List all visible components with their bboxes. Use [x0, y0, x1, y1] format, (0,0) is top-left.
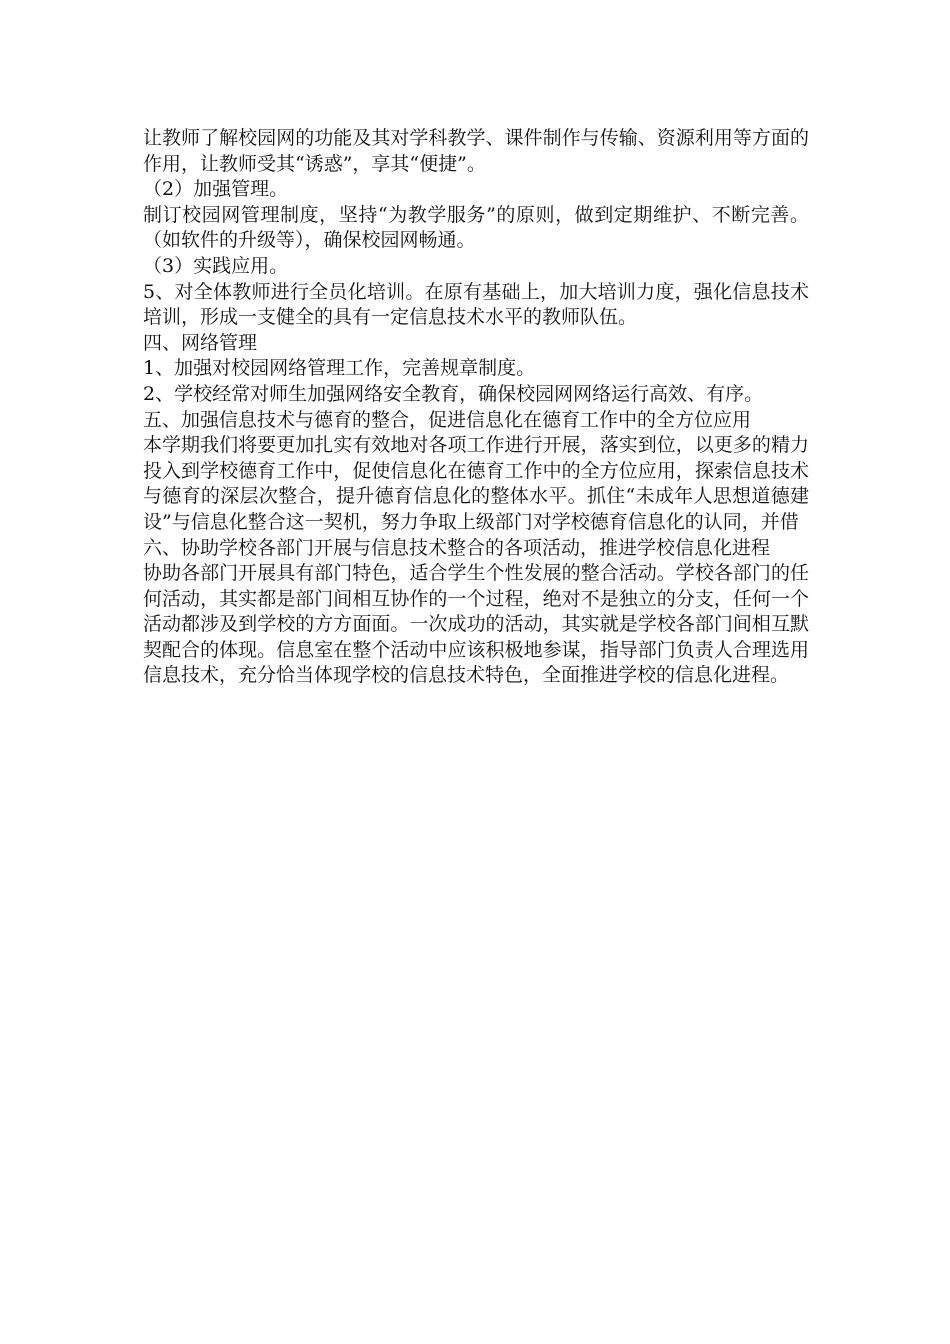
- heading-practical-application: （3）实践应用。: [143, 254, 289, 277]
- heading-network-management: 四、网络管理: [143, 331, 258, 354]
- paragraph-teacher-training: 5、对全体教师进行全员化培训。在原有基础上，加大培训力度，强化信息技术培训，形成一支健全的具有一定信息技术水平的教师队伍。: [143, 280, 809, 329]
- heading-strengthen-management: （2）加强管理。: [143, 178, 289, 201]
- heading-moral-education-integration: 五、加强信息技术与德育的整合，促进信息化在德育工作中的全方位应用: [143, 408, 752, 431]
- paragraph-moral-education: 本学期我们将要更加扎实有效地对各项工作进行开展，落实到位，以更多的精力投入到学校德育工作中，促使信息化在德育工作中的全方位应用，探索信息技术与德育的深层次整合，提升德育信息化的整体水平。抓住“未成年人思想道德建设”与信息化整合这一契机，努力争取上级部门对学校德育信息化的认同，并借: [143, 434, 809, 533]
- paragraph-network-rules: 1、加强对校园网络管理工作，完善规章制度。: [143, 357, 536, 380]
- paragraph-management-rules: 制订校园网管理制度，坚持“为教学服务”的原则，做到定期维护、不断完善。（如软件的升级等），确保校园网畅通。: [143, 203, 809, 252]
- document-body: [143, 126, 809, 689]
- paragraph-department-activities: 协助各部门开展具有部门特色，适合学生个性发展的整合活动。学校各部门的任何活动，其实都是部门间相互协作的一个过程，绝对不是独立的分支，任何一个活动都涉及到学校的方方面面。一次成功的活动，其实就是学校各部门间相互默契配合的体现。信息室在整个活动中应该积极地参谋，指导部门负责人合理选用信息技术，充分恰当体现学校的信息技术特色，全面推进学校的信息化进程。: [143, 562, 809, 687]
- paragraph-network-safety: 2、学校经常对师生加强网络安全教育，确保校园网网络运行高效、有序。: [143, 382, 764, 405]
- heading-department-cooperation: 六、协助学校各部门开展与信息技术整合的各项活动，推进学校信息化进程: [143, 536, 771, 559]
- paragraph-teacher-awareness: 让教师了解校园网的功能及其对学科教学、课件制作与传输、资源利用等方面的作用，让教师受其“诱惑”，享其“便捷”。: [143, 127, 809, 175]
